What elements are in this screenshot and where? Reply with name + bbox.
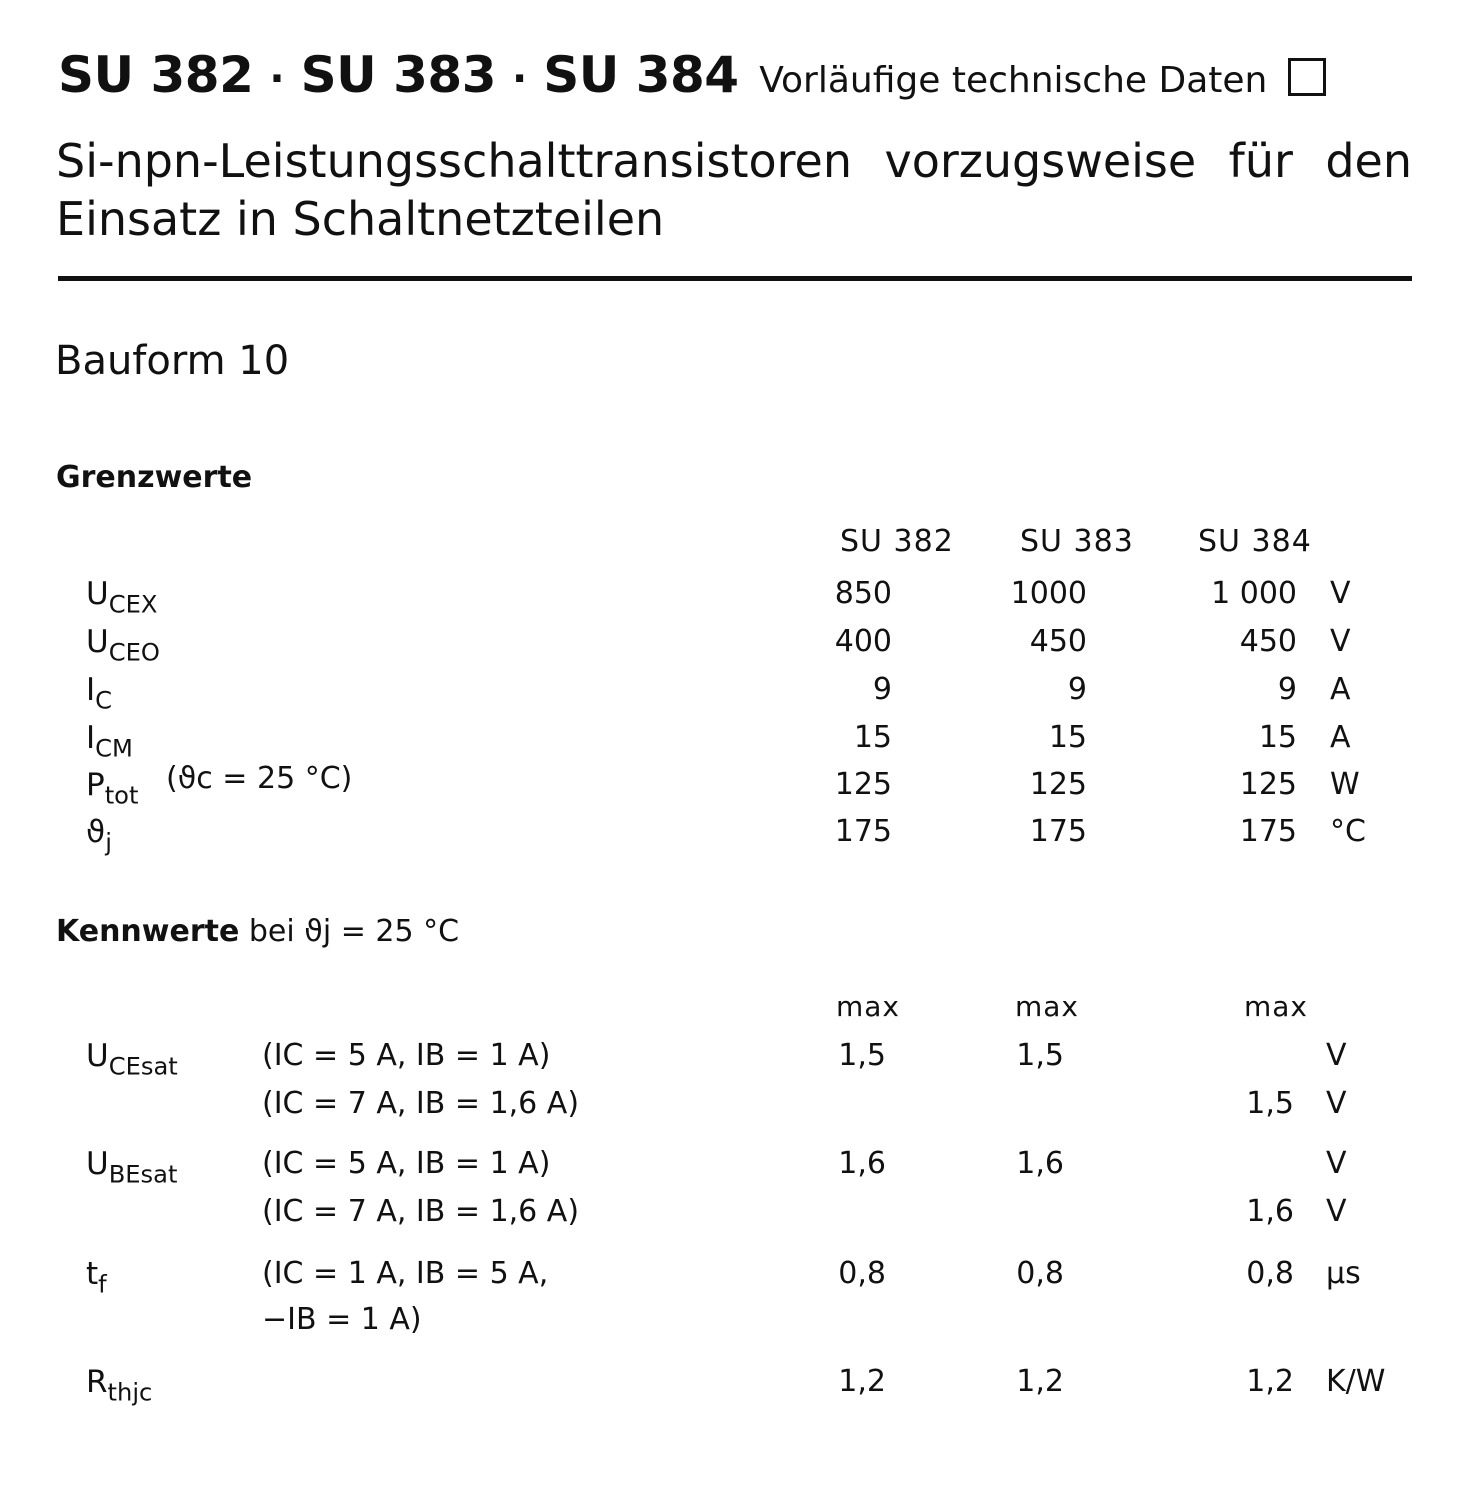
value-su384: 15 (1258, 720, 1297, 755)
parameter-symbol: $t_f$ (86, 1256, 107, 1299)
parameter-symbol: $ϑ_j$ (86, 814, 112, 857)
model-su384: SU 384 (543, 46, 739, 104)
section-heading-kennwerte (56, 910, 459, 954)
title-divider (58, 276, 1412, 281)
unit-label: V (1326, 1086, 1347, 1121)
unit-label: V (1326, 1038, 1347, 1073)
value-su384: 125 (1239, 767, 1297, 802)
datasheet-title (58, 40, 1326, 116)
value-su382: 9 (872, 672, 892, 707)
unit-label: V (1330, 624, 1351, 659)
parameter-condition: (IC = 7 A, IB = 1,6 A) (262, 1194, 580, 1229)
value-su383: 9 (1067, 672, 1087, 707)
value-su383: 1,6 (1016, 1146, 1064, 1181)
value-su384: 450 (1239, 624, 1297, 659)
page-subtitle: Si-npn-Leistungsschalttransistoren vorzugsweise für den Einsatz in Schaltnetzteilen (56, 134, 1412, 246)
parameter-symbol: $U_{BEsat}$ (86, 1146, 178, 1189)
value-su382: 15 (853, 720, 892, 755)
unit-label: V (1326, 1146, 1347, 1181)
value-su382: 400 (834, 624, 892, 659)
value-su383: 125 (1029, 767, 1087, 802)
unit-label: W (1330, 767, 1360, 802)
parameter-symbol: $P_{tot}$ (86, 767, 139, 810)
value-su383: 175 (1029, 814, 1087, 849)
value-su384: 1,2 (1246, 1364, 1294, 1399)
kennwerte-condition: bei ϑj = 25 °C (248, 914, 460, 949)
model-su382: SU 382 (58, 46, 254, 104)
model-su383: SU 383 (300, 46, 496, 104)
parameter-condition: −IB = 1 A) (262, 1302, 422, 1337)
parameter-symbol: $I_C$ (86, 672, 113, 715)
value-su383: 0,8 (1016, 1256, 1064, 1291)
value-su382: 1,6 (838, 1146, 886, 1181)
title-separator: · (269, 56, 285, 102)
package-type: Bauform 10 (55, 338, 290, 384)
value-su382: 175 (834, 814, 892, 849)
value-su384: 175 (1239, 814, 1297, 849)
checkbox-icon (1288, 58, 1326, 96)
parameter-symbol: $U_{CEO}$ (86, 624, 160, 667)
max-label: max (836, 990, 901, 1023)
unit-label: K/W (1326, 1364, 1386, 1399)
column-header-su384: SU 384 (1198, 524, 1312, 559)
value-su382: 850 (834, 576, 892, 611)
column-header-su383: SU 383 (1020, 524, 1134, 559)
value-su384: 1,5 (1246, 1086, 1294, 1121)
column-header-su382: SU 382 (840, 524, 954, 559)
value-su384: 9 (1277, 672, 1297, 707)
unit-label: A (1330, 720, 1351, 755)
value-su383: 15 (1048, 720, 1087, 755)
unit-label: V (1330, 576, 1351, 611)
value-su383: 1,2 (1016, 1364, 1064, 1399)
parameter-condition: (IC = 1 A, IB = 5 A, (262, 1256, 549, 1291)
value-su382: 0,8 (838, 1256, 886, 1291)
title-suffix: Vorläufige technische Daten (759, 60, 1268, 101)
max-label: max (1015, 990, 1080, 1023)
value-su384: 1 000 (1211, 576, 1297, 611)
value-su382: 1,5 (838, 1038, 886, 1073)
unit-label: V (1326, 1194, 1347, 1229)
section-heading-grenzwerte: Grenzwerte (56, 460, 253, 495)
parameter-condition: (ϑc = 25 °C) (166, 761, 353, 796)
max-label: max (1244, 990, 1309, 1023)
value-su384: 0,8 (1246, 1256, 1294, 1291)
unit-label: µs (1326, 1256, 1361, 1291)
parameter-symbol: $U_{CEX}$ (86, 576, 158, 619)
parameter-symbol: $I_{CM}$ (86, 720, 133, 763)
title-separator: · (511, 56, 528, 102)
value-su382: 125 (834, 767, 892, 802)
parameter-condition: (IC = 7 A, IB = 1,6 A) (262, 1086, 580, 1121)
parameter-condition: (IC = 5 A, IB = 1 A) (262, 1038, 551, 1073)
value-su384: 1,6 (1246, 1194, 1294, 1229)
parameter-condition: (IC = 5 A, IB = 1 A) (262, 1146, 551, 1181)
unit-label: A (1330, 672, 1351, 707)
value-su383: 1000 (1010, 576, 1087, 611)
parameter-symbol: $U_{CEsat}$ (86, 1038, 178, 1081)
parameter-symbol: $R_{thjc}$ (86, 1364, 153, 1407)
value-su383: 1,5 (1016, 1038, 1064, 1073)
value-su383: 450 (1029, 624, 1087, 659)
value-su382: 1,2 (838, 1364, 886, 1399)
kennwerte-label: Kennwerte (56, 914, 240, 949)
unit-label: °C (1330, 814, 1366, 849)
